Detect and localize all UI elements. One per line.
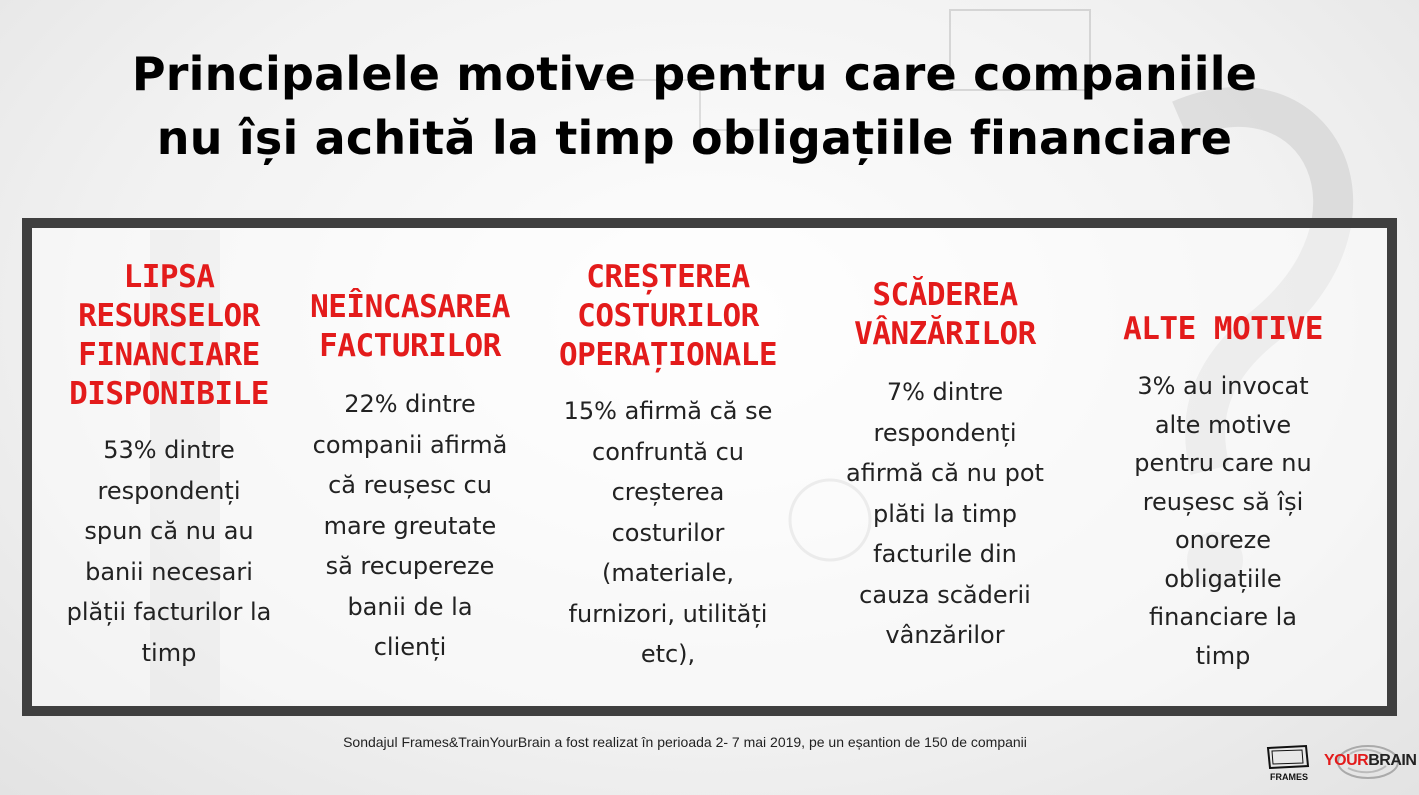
description-line: facturile din	[873, 540, 1017, 568]
description-line: respondenți	[873, 418, 1017, 447]
description-line: onoreze	[1174, 526, 1272, 554]
description-line: pentru care nu	[1134, 449, 1312, 477]
reason-column-financial-resources	[40, 258, 298, 673]
reason-description	[40, 430, 298, 673]
description-line: 15% afirmă că se	[563, 397, 773, 425]
description-line: 22% dintre	[344, 390, 476, 418]
description-line: (materiale,	[602, 559, 734, 587]
title-line-2: nu își achită la timp obligațiile financiare	[156, 111, 1233, 165]
survey-footnote: Sondajul Frames&TrainYourBrain a fost realizat în perioada 2- 7 mai 2019, pe un eșantion de 150 de companii	[343, 734, 1027, 750]
heading-line: OPERAȚIONALE	[559, 337, 777, 373]
heading-line: FACTURILOR	[319, 328, 501, 364]
description-line: banii necesari	[85, 557, 253, 586]
description-line: etc),	[640, 640, 696, 668]
reason-heading	[542, 258, 794, 375]
description-line: că reușesc cu	[328, 471, 492, 499]
description-line: afirmă că nu pot	[846, 459, 1044, 487]
description-line: 7% dintre	[886, 378, 1004, 406]
reason-heading	[40, 258, 298, 414]
description-line: să recupereze	[325, 552, 495, 580]
description-line: respondenți	[97, 476, 241, 505]
reason-column-other	[1100, 310, 1346, 675]
description-line: vânzărilor	[885, 621, 1005, 649]
description-line: clienți	[373, 633, 447, 661]
heading-line: COSTURILOR	[577, 298, 759, 334]
description-line: 3% au invocat	[1137, 372, 1309, 400]
description-line: alte motive	[1154, 410, 1292, 439]
reason-description	[290, 384, 530, 668]
description-line: plăti la timp	[872, 499, 1017, 528]
title-line-1: Principalele motive pentru care companiile	[131, 47, 1258, 101]
description-line: reușesc să își	[1142, 487, 1304, 516]
description-line: 53% dintre	[103, 436, 235, 464]
description-line: timp	[1195, 641, 1251, 670]
description-line: creșterea	[611, 478, 725, 506]
reason-description	[818, 372, 1072, 656]
description-line: obligațiile	[1164, 564, 1282, 593]
description-line: mare greutate	[323, 511, 497, 540]
reason-description	[1100, 367, 1346, 675]
description-line: spun că nu au	[84, 517, 254, 545]
description-line: plății facturilor la	[66, 598, 272, 626]
heading-line: RESURSELOR	[78, 298, 260, 334]
reason-heading	[818, 276, 1072, 354]
frames-logo-text: FRAMES	[1270, 772, 1308, 782]
logo-your: YOUR	[1324, 752, 1369, 769]
page-title	[0, 42, 1389, 170]
description-line: furnizori, utilități	[568, 599, 768, 628]
frames-logo-icon	[1262, 744, 1316, 770]
heading-line: FINANCIARE	[78, 337, 260, 373]
reason-heading	[1100, 310, 1346, 349]
heading-line: CREȘTEREA	[586, 259, 750, 295]
reason-description	[542, 391, 794, 675]
description-line: financiare la	[1149, 603, 1297, 631]
frames-logo	[1262, 744, 1316, 780]
heading-line: VÂNZĂRILOR	[854, 316, 1036, 352]
reason-heading	[290, 288, 530, 366]
heading-line: DISPONIBILE	[69, 376, 269, 412]
reason-column-operational-costs	[542, 258, 794, 675]
description-line: cauza scăderii	[859, 580, 1031, 609]
reason-column-sales-decline	[818, 276, 1072, 656]
description-line: confruntă cu	[592, 437, 744, 466]
logo-brain: BRAIN	[1368, 752, 1417, 769]
trainyourbrain-logo-text	[1324, 752, 1416, 770]
description-line: timp	[141, 638, 197, 667]
heading-line: ALTE MOTIVE	[1123, 311, 1323, 347]
description-line: banii de la	[347, 592, 473, 621]
heading-line: LIPSA	[123, 259, 215, 295]
description-line: companii afirmă	[312, 430, 508, 459]
heading-line: SCĂDEREA	[872, 277, 1018, 313]
heading-line: NEÎNCASAREA	[310, 289, 510, 325]
reason-column-uncollected-invoices	[290, 288, 530, 668]
trainyourbrain-logo	[1324, 744, 1417, 780]
description-line: costurilor	[611, 518, 725, 547]
